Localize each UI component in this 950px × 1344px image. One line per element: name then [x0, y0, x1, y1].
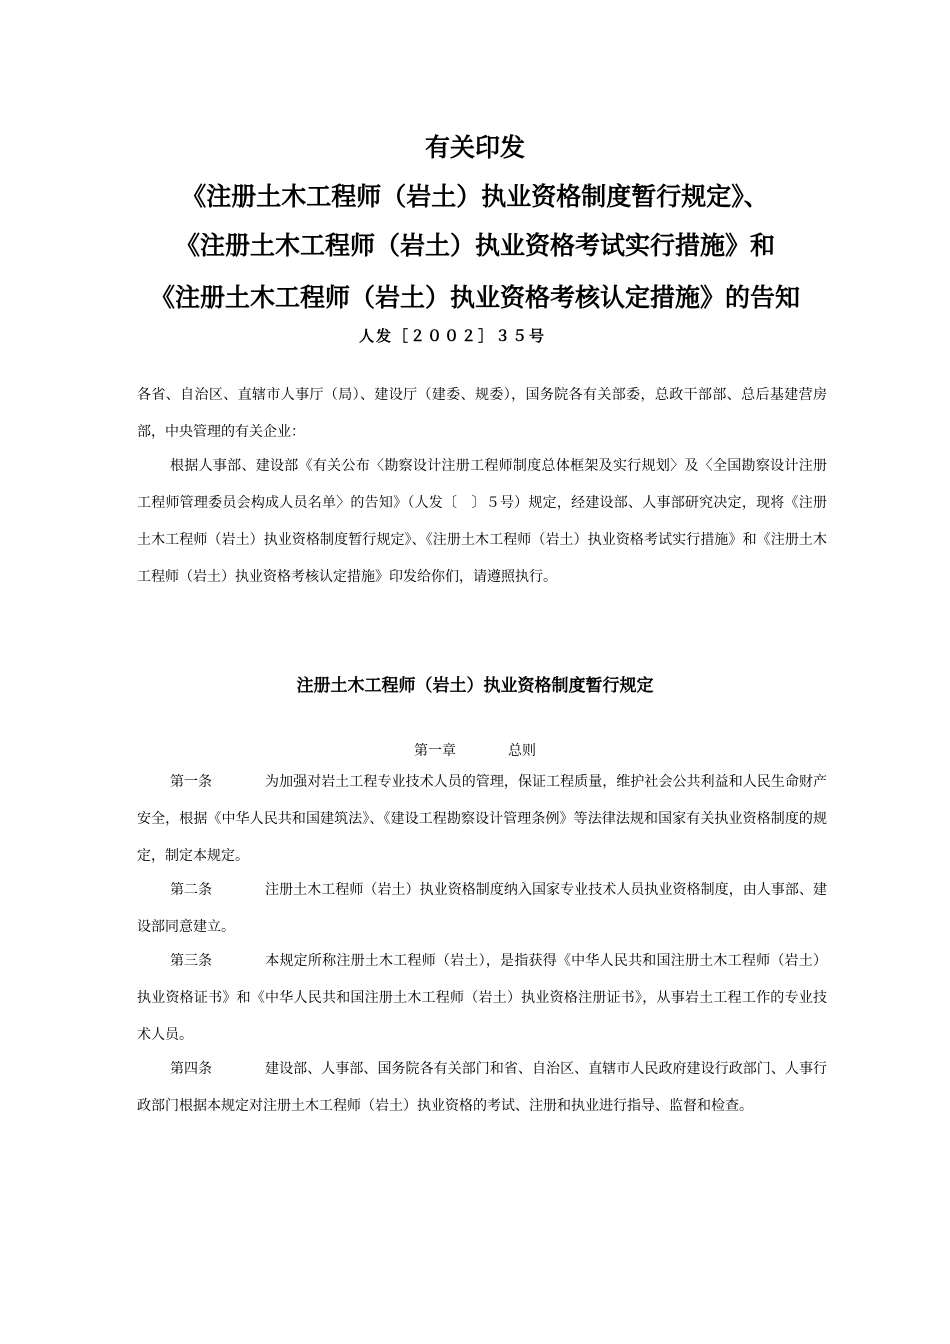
title-line-3: 《注册土木工程师（岩土）执业资格考试实行措施》和: [174, 231, 775, 260]
title-line-1: 有关印发: [424, 133, 525, 162]
chapter-heading: [0, 740, 950, 760]
article-1: [137, 764, 827, 875]
article-4: [137, 1051, 827, 1125]
article-label: 第三条: [170, 953, 212, 969]
article-3: [137, 943, 827, 1054]
notice-addressee: 各省、自治区、直辖市人事厅（局）、建设厅（建委、规委），国务院各有关部委，总政干部部、总后基建营房部，中央管理的有关企业：: [137, 387, 827, 440]
notice-body: 根据人事部、建设部《有关公布〈勘察设计注册工程师制度总体框架及实行规划〉及〈全国勘察设计注册工程师管理委员会构成人员名单〉的告知》（人发〔 〕５号）规定，经建设部、人事部研究决定，现将《注册土木工程师（岩土）执业资格制度暂行规定》、《注册土木工程师（岩土）执业资格考试实行措施》和《注册土木工程师（岩土）执业资格考核认定措施》印发给你们，请遵照执行。: [137, 458, 827, 585]
article-2: [137, 872, 827, 946]
regulation-title: 注册土木工程师（岩土）执业资格制度暂行规定: [296, 676, 654, 696]
article-label: 第一条: [170, 774, 212, 790]
document-number: 人发［２００２］３５号: [358, 327, 546, 345]
article-label: 第二条: [170, 882, 212, 898]
title-line-2: 《注册土木工程师（岩土）执业资格制度暂行规定》、: [181, 182, 769, 211]
chapter-number: 第一章: [414, 743, 456, 759]
article-text: 本规定所称注册土木工程师（岩土），是指获得《中华人民共和国注册土木工程师（岩土）执业资格证书》和《中华人民共和国注册土木工程师（岩土）执业资格注册证书》，从事岩土工程工作的专业技术人员。: [137, 953, 827, 1043]
article-text: 为加强对岩土工程专业技术人员的管理，保证工程质量，维护社会公共利益和人民生命财产安全，根据《中华人民共和国建筑法》、《建设工程勘察设计管理条例》等法律法规和国家有关执业资格制度的规定，制定本规定。: [137, 774, 827, 864]
article-text: 建设部、人事部、国务院各有关部门和省、自治区、直辖市人民政府建设行政部门、人事行政部门根据本规定对注册土木工程师（岩土）执业资格的考试、注册和执业进行指导、监督和检查。: [137, 1061, 827, 1114]
article-label: 第四条: [170, 1061, 212, 1077]
chapter-name: 总则: [508, 743, 536, 759]
title-line-4: 《注册土木工程师（岩土）执业资格考核认定措施》的告知: [149, 283, 800, 312]
article-text: 注册土木工程师（岩土）执业资格制度纳入国家专业技术人员执业资格制度，由人事部、建设部同意建立。: [137, 882, 827, 935]
